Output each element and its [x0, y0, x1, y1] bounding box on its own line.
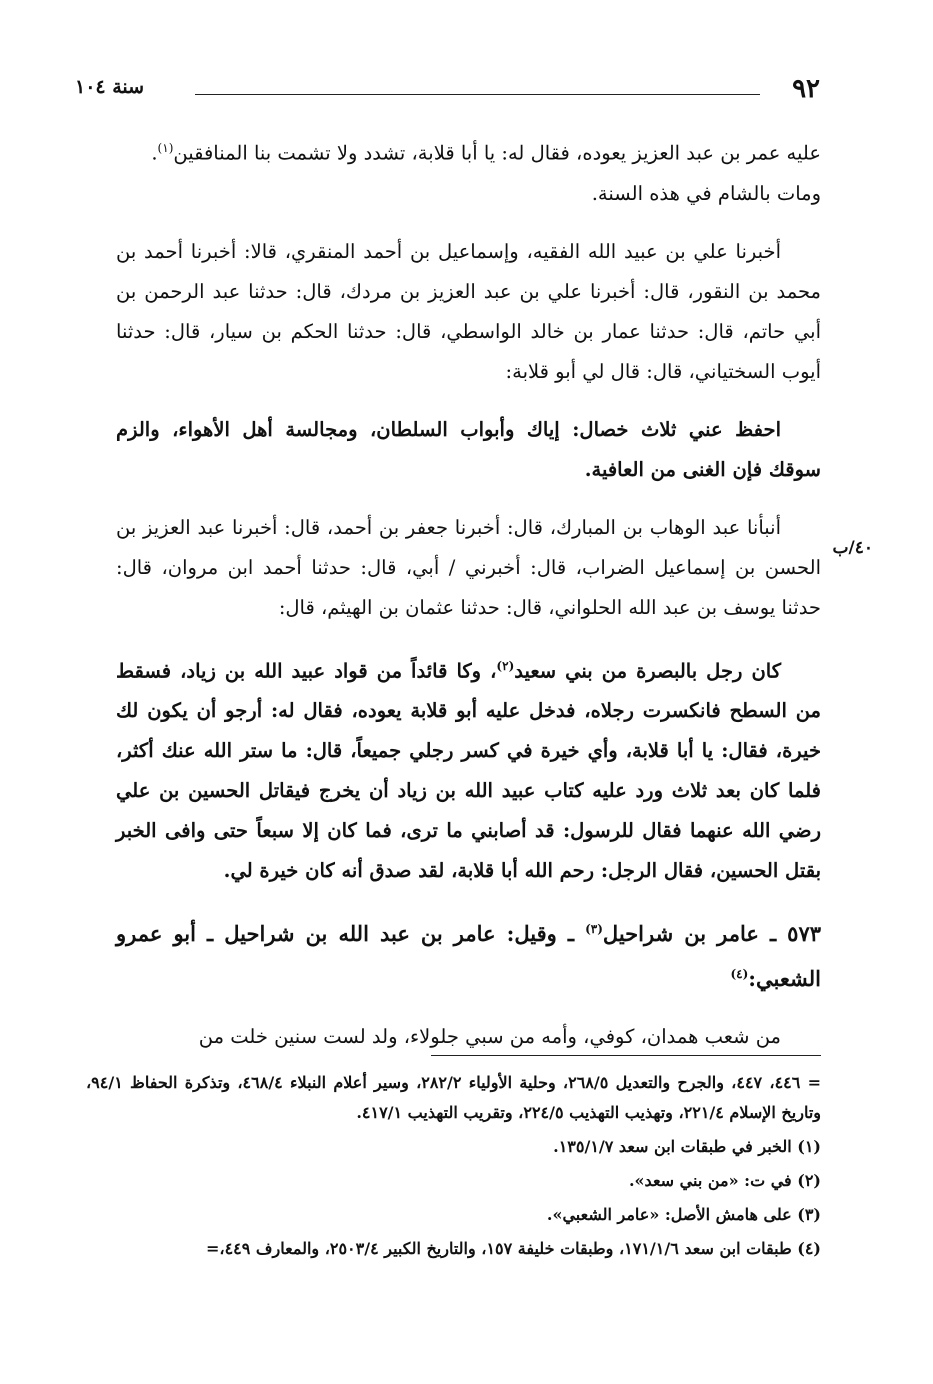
page-number: ٩٢ [792, 74, 820, 104]
manuscript-folio-note: ٤٠/ب [832, 538, 873, 558]
main-text [116, 128, 821, 1075]
paragraph: من شعب همدان، كوفي، وأمه من سبي جلولاء، ولد لست سنين خلت من [198, 1025, 781, 1048]
paragraph-text: عليه عمر بن عبد العزيز يعوده، فقال له: يا أبا قلابة، تشدد ولا تشمت بنا المنافقين [173, 141, 821, 165]
footnote-3: (٣) على هامش الأصل: «عامر الشعبي». [546, 1205, 821, 1224]
footnote-2: (٢) في ت: «من بني سعد». [628, 1171, 821, 1190]
footnote-1: (١) الخبر في طبقات ابن سعد ١٣٥/١/٧. [553, 1137, 821, 1156]
heading-text: ـ وقيل: عامر بن عبد الله بن شراحيل ـ أبو عمرو الشعبي: [116, 921, 821, 991]
hadith-text [116, 646, 821, 892]
footnote-ref: (٢) [496, 658, 515, 673]
footnote-ref: (٤) [730, 967, 749, 981]
footnote-4: (٤) طبقات ابن سعد ١٧١/١/٦، وطبقات خليفة ١٥٧، والتاريخ الكبير ٢٥٠٣/٤، والمعارف ٤٤٩،= [205, 1239, 821, 1258]
paragraph: ومات بالشام في هذه السنة. [591, 181, 821, 205]
hadith-text: احفظ عني ثلاث خصال: إياك وأبواب السلطان، ومجالسة أهل الأهواء، والزم سوقك فإن الغنى من العافية. [116, 417, 821, 481]
footnote-ref: (٣) [585, 922, 603, 936]
footnote-separator [431, 1055, 821, 1056]
footnotes [86, 1068, 821, 1268]
heading-text: ٥٧٣ ـ عامر بن شراحيل [602, 921, 822, 946]
header-rule [195, 94, 760, 95]
isnad-chain: أنبأنا عبد الوهاب بن المبارك، قال: أخبرنا جعفر بن أحمد، قال: أخبرنا عبد العزيز بن الحسن بن إسماعيل الضراب، قال: أخبرني / أبي، قال: حدثنا أحمد ابن مروان، قال: حدثنا يوسف بن عبد الله الحلواني، قال: حدثنا عثمان بن الهيثم، قال: [116, 515, 821, 619]
paragraph [116, 128, 821, 174]
footnote-ref: (١) [157, 141, 174, 155]
hadith-segment: ، وكا قائداً من قواد عبيد الله بن زياد، فسقط من السطح فانكسرت رجلاه، فدخل عليه أبو قلابة يعوده، فقال له: أرجو أن يكون لك خيرة، فقال: يا أبا قلابة، وأي خيرة في كسر رجلي جميعاً، قال: ما ستر الله عنك أكثر، فلما كان بعد ثلاث ورد عليه كتاب عبيد الله بن زياد أن يخرج فيقاتل الحسين بن علي رضي الله عنهما فقال للرسول: قد أصابني ما ترى، فما كان إلا سبعاً حتى وافى الخبر بقتل الحسين، فقال الرجل: رحم الله أبا قلابة، لقد صدق أنه كان خيرة لي. [116, 659, 821, 882]
footnote-continuation: = ٤٤٦، ٤٤٧، والجرح والتعديل ٢٦٨/٥، وحلية الأولياء ٢٨٢/٢، وسير أعلام النبلاء ٤٦٨/٤، وتذكرة الحفاظ ٩٤/١، وتاريخ الإسلام ٢٢١/٤، وتهذيب التهذيب ٢٢٤/٥، وتقريب التهذيب ٤١٧/١. [86, 1073, 822, 1122]
isnad-chain: أخبرنا علي بن عبيد الله الفقيه، وإسماعيل بن أحمد المنقري، قالا: أخبرنا أحمد بن محمد بن النقور، قال: أخبرنا علي بن عبد العزيز بن مردك، قال: حدثنا عبد الرحمن بن أبي حاتم، قال: حدثنا عمار بن خالد الواسطي، قال: حدثنا الحكم بن سيار، قال: حدثنا أيوب السختياني، قال: قال لي أبو قلابة: [116, 239, 821, 383]
paragraph-text: . [151, 141, 158, 165]
biography-heading [116, 909, 821, 999]
hadith-segment: كان رجل بالبصرة من بني سعيد [514, 659, 782, 682]
running-title: سنة ١٠٤ [75, 76, 145, 98]
running-header [75, 72, 820, 112]
